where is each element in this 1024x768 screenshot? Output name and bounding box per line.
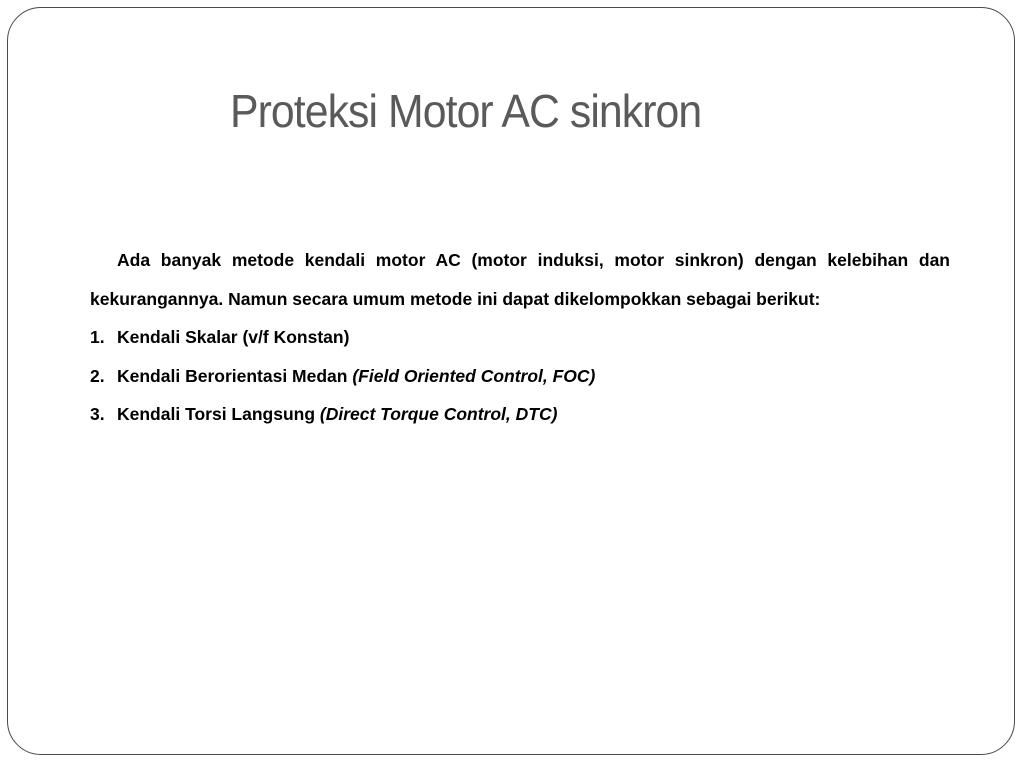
list-item-number: 3. xyxy=(90,404,105,424)
slide-body xyxy=(90,241,950,434)
list-item-number: 1. xyxy=(90,327,105,347)
list-item-text: Kendali Berorientasi Medan xyxy=(117,365,353,386)
list-item-number: 2. xyxy=(90,365,105,386)
list-item xyxy=(90,357,950,396)
list-item-english-term: (Field Oriented Control, FOC) xyxy=(352,365,596,386)
list-item xyxy=(90,395,950,434)
slide-title: Proteksi Motor AC sinkron xyxy=(230,85,702,137)
list-item-english-term: (Direct Torque Control, DTC) xyxy=(319,404,558,424)
list-item-text: Kendali Skalar (v/f Konstan) xyxy=(117,327,350,347)
list-item xyxy=(90,318,950,357)
list-item-text: Kendali Torsi Langsung xyxy=(117,404,320,424)
method-list xyxy=(90,318,950,434)
intro-paragraph: Ada banyak metode kendali motor AC (motor induksi, motor sinkron) dengan kelebihan dan kekurangannya. Namun secara umum metode ini dapat dikelompokkan sebagai berikut: xyxy=(90,250,950,309)
